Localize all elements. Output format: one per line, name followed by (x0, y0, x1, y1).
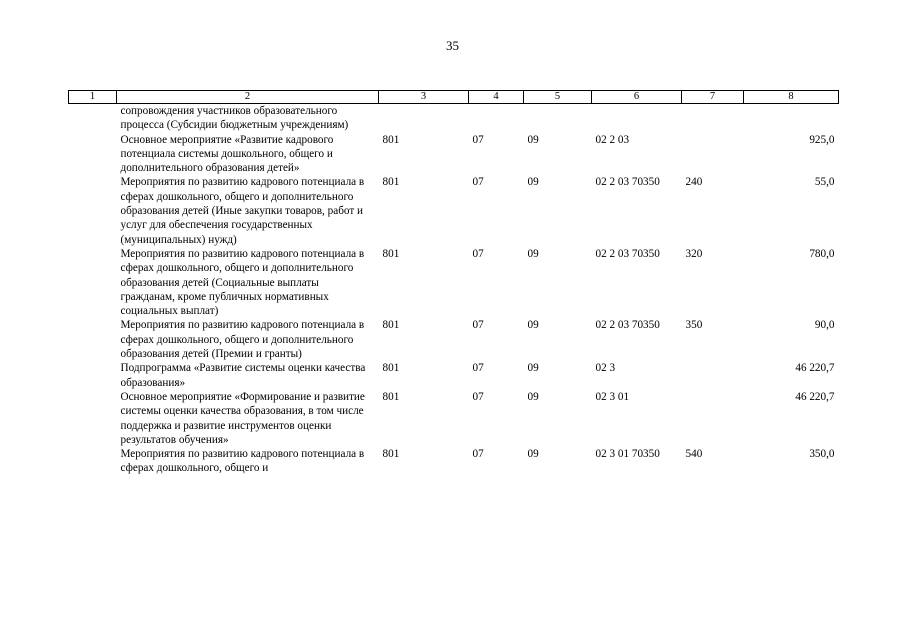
row-amount: 350,0 (809, 448, 835, 461)
row-target-code (592, 104, 682, 133)
column-header-7: 7 (682, 91, 744, 104)
row-ministry-code: 801 (382, 390, 400, 403)
row-section-code: 07 (472, 362, 484, 375)
row-amount: 46 220,7 (795, 390, 835, 403)
table-row (69, 390, 839, 447)
row-subsection-code: 09 (527, 362, 539, 375)
row-target-code: 02 3 01 (595, 390, 630, 403)
row-empty-cell (69, 361, 117, 390)
row-amount (744, 104, 839, 133)
row-ministry-code: 801 (382, 319, 400, 332)
row-amount: 780,0 (809, 247, 835, 260)
column-header-2: 2 (117, 91, 379, 104)
row-target-code: 02 2 03 70350 (595, 176, 660, 189)
row-ministry-code (379, 104, 469, 133)
row-subsection-code: 09 (527, 133, 539, 146)
column-header-8: 8 (744, 91, 839, 104)
row-subsection-code: 09 (527, 448, 539, 461)
column-header-4: 4 (469, 91, 524, 104)
page-number: 35 (446, 38, 459, 53)
row-name: Основное мероприятие «Формирование и развитие системы оценки качества образования, в том числе поддержка и развитие инструментов оценки результатов обучения» (120, 390, 365, 446)
row-target-code: 02 2 03 70350 (595, 247, 660, 260)
row-name: Мероприятия по развитию кадрового потенциала в сферах дошкольного, общего и (120, 448, 365, 475)
table-row (69, 133, 839, 176)
row-amount: 46 220,7 (795, 362, 835, 375)
table-row (69, 104, 839, 133)
row-subsection-code: 09 (527, 319, 539, 332)
row-name: Мероприятия по развитию кадрового потенциала в сферах дошкольного, общего и дополнительного образования детей (Премии и гранты) (120, 319, 365, 361)
row-name: Основное мероприятие «Развитие кадрового потенциала системы дошкольного, общего и дополнительного образования детей» (120, 133, 334, 175)
row-expense-type: 320 (685, 247, 703, 260)
row-empty-cell (69, 175, 117, 246)
row-empty-cell (69, 318, 117, 361)
budget-table (68, 90, 839, 476)
row-expense-type (682, 104, 744, 133)
table-row (69, 318, 839, 361)
row-expense-type: 240 (685, 176, 703, 189)
row-ministry-code: 801 (382, 247, 400, 260)
row-section-code: 07 (472, 448, 484, 461)
row-empty-cell (69, 133, 117, 176)
column-header-6: 6 (592, 91, 682, 104)
row-amount: 55,0 (814, 176, 835, 189)
table-row (69, 247, 839, 318)
table-row (69, 175, 839, 246)
column-number-header-row (69, 91, 839, 104)
row-expense-type: 540 (685, 448, 703, 461)
row-subsection-code (524, 104, 592, 133)
table-row (69, 361, 839, 390)
row-section-code: 07 (472, 247, 484, 260)
row-subsection-code: 09 (527, 176, 539, 189)
row-section-code (469, 104, 524, 133)
row-section-code: 07 (472, 133, 484, 146)
row-empty-cell (69, 247, 117, 318)
row-amount: 925,0 (809, 133, 835, 146)
row-ministry-code: 801 (382, 362, 400, 375)
row-ministry-code: 801 (382, 133, 400, 146)
row-ministry-code: 801 (382, 176, 400, 189)
row-target-code: 02 2 03 70350 (595, 319, 660, 332)
row-name: Подпрограмма «Развитие системы оценки качества образования» (120, 362, 366, 389)
row-subsection-code: 09 (527, 390, 539, 403)
row-name: Мероприятия по развитию кадрового потенциала в сферах дошкольного, общего и дополнительного образования детей (Социальные выплаты гражданам, кроме публичных нормативных социальных выплат) (120, 247, 365, 318)
row-ministry-code: 801 (382, 448, 400, 461)
row-target-code: 02 2 03 (595, 133, 630, 146)
row-target-code: 02 3 (595, 362, 616, 375)
row-expense-type (682, 361, 744, 390)
row-section-code: 07 (472, 176, 484, 189)
row-empty-cell (69, 447, 117, 476)
row-name: Мероприятия по развитию кадрового потенциала в сферах дошкольного, общего и дополнительного образования детей (Иные закупки товаров, работ и услуг для обеспечения государственных (муниципальных) нужд) (120, 176, 365, 246)
row-amount: 90,0 (814, 319, 835, 332)
row-expense-type (682, 390, 744, 447)
row-subsection-code: 09 (527, 247, 539, 260)
row-empty-cell (69, 390, 117, 447)
row-name: сопровождения участников образовательного процесса (Субсидии бюджетным учреждениям) (120, 105, 349, 132)
row-target-code: 02 3 01 70350 (595, 448, 660, 461)
row-section-code: 07 (472, 390, 484, 403)
table-row (69, 447, 839, 476)
row-expense-type (682, 133, 744, 176)
column-header-3: 3 (379, 91, 469, 104)
column-header-1: 1 (69, 91, 117, 104)
row-empty-cell (69, 104, 117, 133)
row-expense-type: 350 (685, 319, 703, 332)
column-header-5: 5 (524, 91, 592, 104)
row-section-code: 07 (472, 319, 484, 332)
